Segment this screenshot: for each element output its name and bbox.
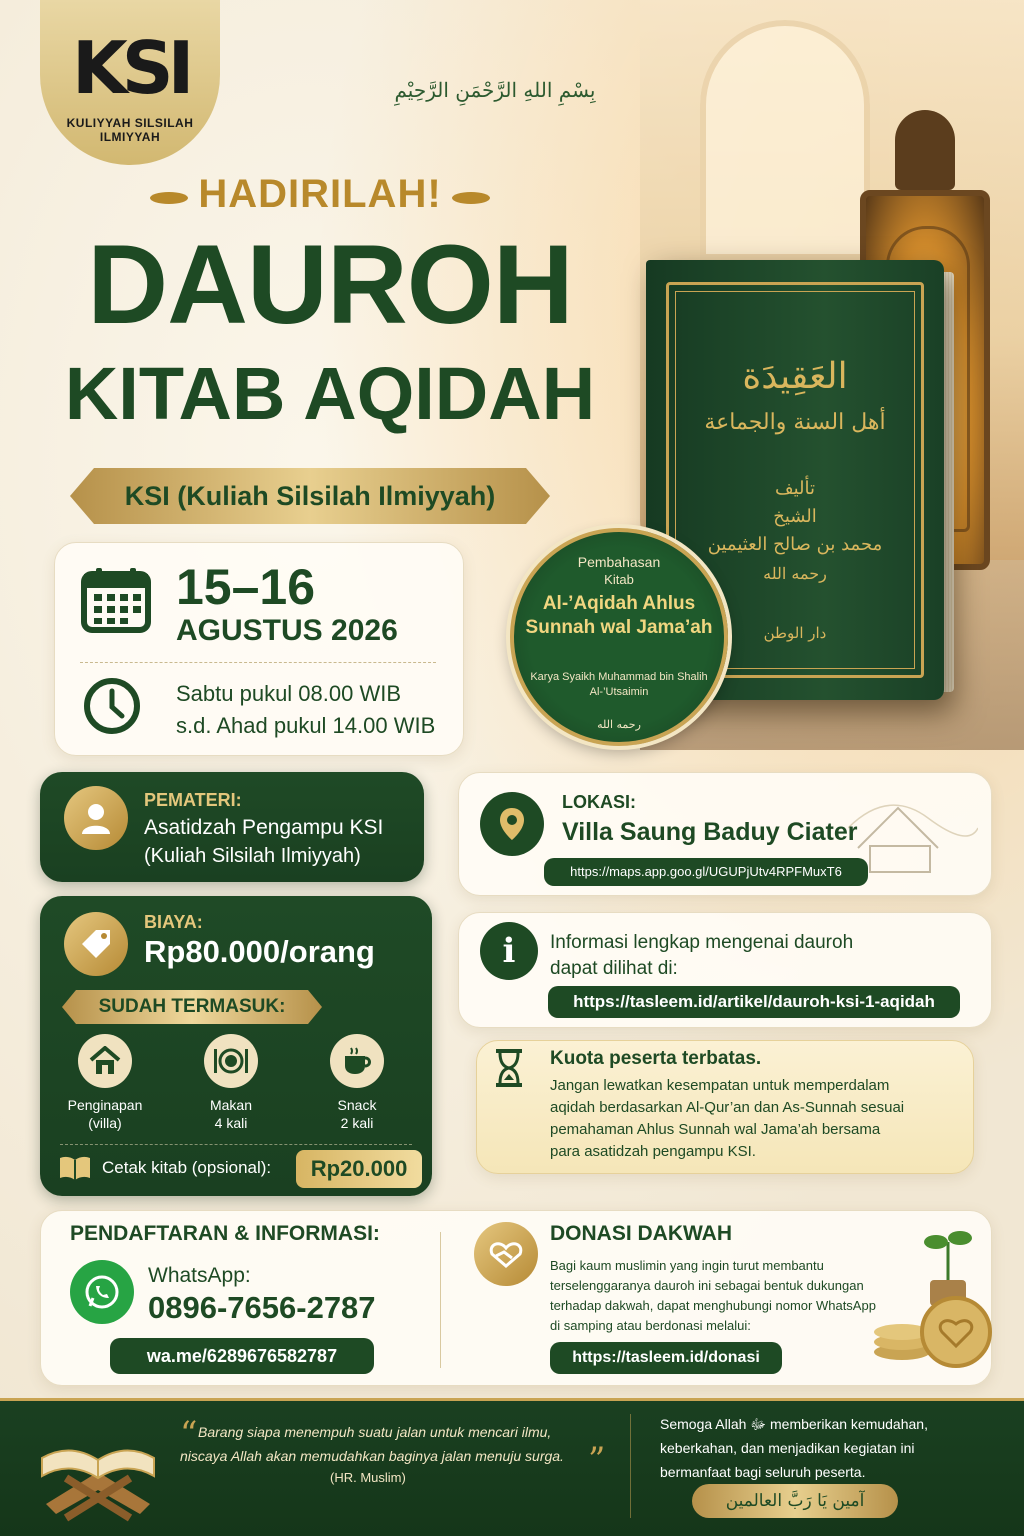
donation-title: DONASI DAKWAH: [550, 1222, 732, 1245]
cost-label: BIAYA:: [144, 912, 203, 932]
quota-line: pemahaman Ahlus Sunnah wal Jama’ah bersama: [550, 1121, 881, 1138]
event-date: 15–16: [176, 559, 316, 615]
quote-line1: Barang siapa menempuh suatu jalan untuk mencari ilmu,: [198, 1424, 552, 1440]
book-publisher: دار الوطن: [763, 624, 827, 642]
prayer-text: [660, 1412, 928, 1484]
plate-icon: [204, 1034, 258, 1088]
included-meals-line2: 4 kali: [214, 1115, 248, 1131]
quote-close-mark: ”: [588, 1440, 606, 1480]
included-snack-line1: Snack: [337, 1097, 377, 1113]
price-tag-icon: [64, 912, 128, 976]
whatsapp-link[interactable]: wa.me/6289676582787: [110, 1338, 374, 1374]
book-line2: الشيخ: [773, 506, 817, 527]
info-line2: dapat dilihat di:: [550, 958, 678, 979]
donation-line: terselenggaranya dauroh ini sebagai bentuk dukungan: [550, 1278, 864, 1293]
prayer-line3: bermanfaat bagi seluruh peserta.: [660, 1464, 866, 1480]
quota-text: [550, 1075, 904, 1163]
badge-author: Karya Syaikh Muhammad bin Shalih Al-’Utsaimin: [530, 671, 708, 698]
page-title-line1: DAUROH: [87, 222, 573, 347]
donation-line: Bagi kaum muslimin yang ingin turut membantu: [550, 1258, 824, 1273]
time-line1: Sabtu pukul 08.00 WIB: [176, 681, 402, 706]
person-icon: [64, 786, 128, 850]
included-meals: [176, 1096, 286, 1132]
included-snack: [302, 1096, 412, 1132]
hourglass-icon: [494, 1048, 524, 1088]
info-link[interactable]: https://tasleem.id/artikel/dauroh-ksi-1-aqidah: [548, 986, 960, 1018]
donation-line: di samping atau berdonasi melalui:: [550, 1318, 751, 1333]
whatsapp-icon: [70, 1260, 134, 1324]
clock-icon: [82, 676, 142, 736]
speaker-label: PEMATERI:: [144, 790, 242, 810]
location-name: Villa Saung Baduy Ciater: [562, 818, 858, 846]
location-label: LOKASI:: [562, 792, 636, 812]
badge-line1: Pembahasan: [577, 554, 661, 570]
info-line1: Informasi lengkap mengenai dauroh: [550, 932, 854, 953]
quota-line: Jangan lewatkan kesempatan untuk memperdalam: [550, 1077, 890, 1094]
quota-line: para asatidzah pengampu KSI.: [550, 1143, 756, 1160]
location-link[interactable]: https://maps.app.goo.gl/UGUPjUtv4RPFMuxT6: [544, 858, 868, 886]
included-meals-line1: Makan: [209, 1097, 253, 1113]
kicker: HADIRILAH!: [198, 172, 442, 216]
badge-title: Al-’Aqidah Ahlus Sunnah wal Jama’ah: [525, 593, 713, 638]
cost-price: Rp80.000/orang: [144, 934, 375, 969]
registration-label: PENDAFTARAN & INFORMASI:: [70, 1222, 380, 1245]
time-line2: s.d. Ahad pukul 14.00 WIB: [176, 713, 436, 738]
prayer-line2: keberkahan, dan menjadikan kegiatan ini: [660, 1440, 915, 1456]
info-icon: i: [480, 922, 538, 980]
calendar-icon: [80, 566, 152, 634]
quota-title: Kuota peserta terbatas.: [550, 1048, 762, 1069]
event-month: AGUSTUS 2026: [176, 614, 398, 647]
divider: [440, 1232, 441, 1368]
house-icon: [78, 1034, 132, 1088]
bismillah: بِسْمِ اللهِ الرَّحْمَنِ الرَّحِيْمِ: [394, 78, 596, 102]
event-time: [176, 678, 435, 742]
divider: [80, 662, 436, 663]
logo: [40, 0, 220, 165]
location-pin-icon: [480, 792, 544, 856]
donation-line: terhadap dakwah, dapat menghubungi nomor WhatsApp: [550, 1298, 876, 1313]
cup-icon: [330, 1034, 384, 1088]
badge-author-ar: رحمه الله: [597, 718, 641, 731]
divider: [60, 1144, 412, 1145]
quote-source: (HR. Muslim): [330, 1470, 406, 1485]
book-line4: رحمه الله: [763, 564, 827, 583]
handshake-icon: [474, 1222, 538, 1286]
book-line1: تأليف: [774, 478, 816, 499]
logo-mark: KSI: [72, 26, 189, 110]
subtitle: KSI (Kuliah Silsilah Ilmiyyah): [124, 481, 496, 511]
book-subtitle: أهل السنة والجماعة: [704, 410, 886, 435]
included-lodging-line1: Penginapan: [67, 1097, 143, 1113]
page-title-line2: KITAB AQIDAH: [64, 352, 596, 435]
speaker-name: Asatidzah Pengampu KSI: [144, 816, 384, 839]
quote-line2: niscaya Allah akan memudahkan baginya jalan menuju surga.: [180, 1448, 564, 1464]
included-snack-line2: 2 kali: [340, 1115, 374, 1131]
speaker-org: (Kuliah Silsilah Ilmiyyah): [144, 845, 361, 867]
prayer-line1: Semoga Allah ﷻ memberikan kemudahan,: [660, 1416, 928, 1432]
logo-text: KULIYYAH SILSILAH ILMIYYAH: [66, 116, 194, 144]
badge-line2: Kitab: [604, 572, 634, 587]
divider: [630, 1414, 631, 1518]
included-label: SUDAH TERMASUK:: [98, 996, 286, 1017]
amin-badge: آمين يَا رَبَّ العالمين: [692, 1484, 898, 1518]
quote-text: [180, 1420, 564, 1468]
coins-illustration: [872, 1222, 1002, 1372]
book-badge: [510, 528, 728, 746]
whatsapp-label: WhatsApp:: [148, 1264, 251, 1287]
book-title: العَقِيدَة: [742, 356, 848, 397]
quran-stand-icon: [36, 1408, 160, 1528]
donation-link[interactable]: https://tasleem.id/donasi: [550, 1342, 782, 1374]
quote-open-mark: “: [180, 1414, 198, 1454]
donation-text: [550, 1256, 876, 1336]
book-icon: [58, 1154, 92, 1182]
book-line3: محمد بن صالح العثيمين: [707, 534, 883, 555]
included-lodging: [50, 1096, 160, 1132]
whatsapp-phone[interactable]: 0896-7656-2787: [148, 1290, 376, 1325]
print-price: Rp20.000: [296, 1150, 422, 1188]
print-label: Cetak kitab (opsional):: [102, 1158, 272, 1177]
included-lodging-line2: (villa): [88, 1115, 122, 1131]
quota-line: aqidah berdasarkan Al-Qur’an dan As-Sunnah sesuai: [550, 1099, 905, 1116]
info-text: [550, 930, 853, 982]
